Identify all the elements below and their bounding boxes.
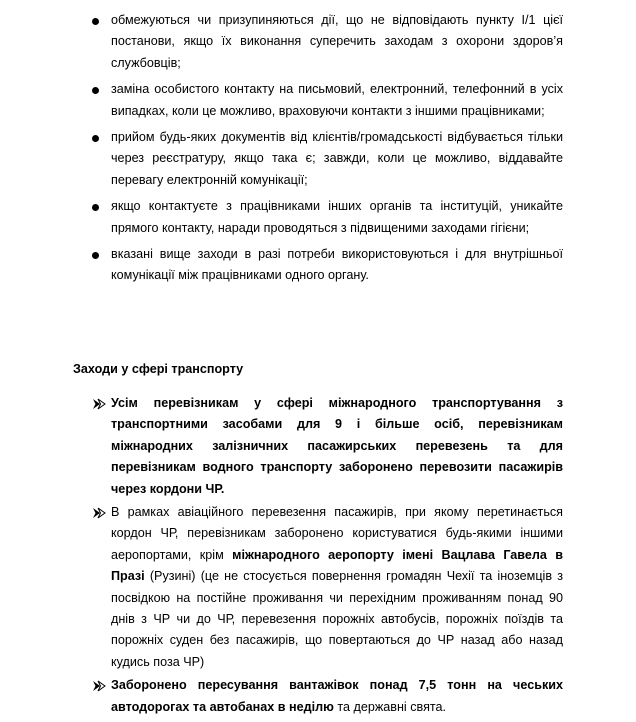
plain-text: та державні свята. <box>333 699 447 714</box>
list-item-text <box>111 393 563 500</box>
arrow-bullet-icon <box>92 507 106 519</box>
measures-bullet-list <box>0 10 636 292</box>
airport-name: міжнародного аеропорту імені Вацлава Гавела в Празі <box>111 547 564 584</box>
transport-measures-list <box>0 393 636 720</box>
list-item <box>0 675 636 718</box>
bold-text: Заборонено пересування вантажівок понад 7,5 тонн на чеських автодорогах та автобанах в неділю <box>111 678 563 714</box>
arrow-bullet-icon <box>92 398 106 410</box>
section-heading: Заходи у сфері транспорту <box>73 362 244 376</box>
list-item-text: прийом будь-яких документів від клієнтів/громадськості відбувається тільки через реєстратуру, якщо така є; завжди, коли це можливо, віддавайте перевагу електронній комунікації; <box>111 130 563 187</box>
list-item <box>0 196 636 239</box>
list-item-text: обмежуються чи призупиняються дії, що не відповідають пункту I/1 цієї постанови, якщо їх виконання суперечить заходам з охорони здоров’я службовців; <box>111 13 563 70</box>
list-item-text <box>111 502 563 673</box>
bullet-icon <box>92 204 99 211</box>
list-item <box>0 244 636 287</box>
bullet-icon <box>92 18 99 25</box>
bullet-icon <box>92 252 99 259</box>
list-item <box>0 79 636 122</box>
bold-text: Усім перевізникам у сфері міжнародного транспортування з транспортними засобами для 9 і більше осіб, перевізникам міжнародних залізничних пасажирських перевезень та для перевізникам водного транспорту заборонено перевозити пасажирів через кордони ЧР. <box>111 396 563 496</box>
bullet-icon <box>92 87 99 94</box>
bullet-icon <box>92 135 99 142</box>
plain-text: (Рузині) (це не стосується повернення громадян Чехії та іноземців з посвідкою на постійне проживання чи перехідним проживанням понад 90 днів з ЧР чи до ЧР, перевезення порожніх автобусів, порожніх поїздів та порожніх суден без пасажирів, що повертаються до ЧР назад або назад кудись поза ЧР) <box>111 569 563 669</box>
list-item-text <box>111 675 563 718</box>
list-item <box>0 10 636 74</box>
plain-text: В рамках авіаційного перевезення пасажирів, при якому перетинається кордон ЧР, перевізникам заборонено користуватися будь-якими іншими аеропортами, крім <box>111 505 563 562</box>
list-item <box>0 127 636 191</box>
arrow-bullet-icon <box>92 680 106 692</box>
list-item <box>0 393 636 500</box>
list-item-text: якщо контактуєте з працівниками інших органів та інституцій, уникайте прямого контакту, наради проводяться з підвищеними заходами гігієни; <box>111 199 563 235</box>
list-item-text: заміна особистого контакту на письмовий, електронний, телефонний в усіх випадках, коли це можливо, враховуючи контакти з іншими працівниками; <box>111 82 563 118</box>
list-item-text: вказані вище заходи в разі потреби використовуються і для внутрішньої комунікації між працівниками одного органу. <box>111 247 563 283</box>
list-item <box>0 502 636 673</box>
